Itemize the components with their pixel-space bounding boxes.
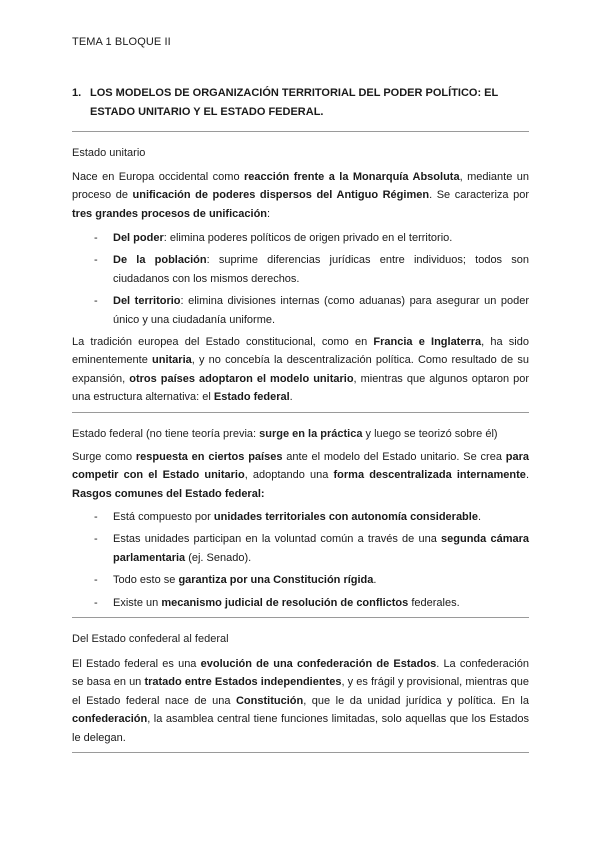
text-run: , la asamblea central tiene funciones limitadas, solo aquellas que los Estados le delegan. (72, 713, 529, 744)
divider (72, 131, 529, 132)
bold-text-run: Estado federal (213, 391, 290, 404)
subtitle-estado-federal (72, 428, 498, 440)
heading-number: 1. (72, 87, 82, 99)
bullet-dash: - (94, 511, 98, 523)
text-run: La tradición europea del Estado constitucional, como en (72, 336, 374, 348)
bold-text-run: evolución de una confederación de Estados (200, 658, 437, 670)
text-run: , y no concebía la descentralización política. Como resultado de su expansión, (72, 354, 529, 385)
text-run: Estas unidades participan en la voluntad común a través de una (113, 533, 442, 546)
bold-text-run: tratado entre Estados independientes (144, 676, 342, 689)
bold-text-run: De la población (113, 254, 207, 267)
text-run: Está compuesto por (113, 511, 214, 523)
bold-text-run: Rasgos comunes del Estado federal: (72, 487, 265, 500)
bold-text-run: Constitución (235, 694, 304, 707)
list-item (94, 229, 529, 247)
list-item (94, 508, 529, 526)
text-run: Todo esto se (113, 574, 179, 587)
bold-text-run: Del poder (113, 232, 164, 244)
page-header: TEMA 1 BLOQUE II (72, 36, 171, 48)
bullet-dash: - (94, 295, 98, 308)
text-run: Surge como (72, 451, 136, 463)
text-run: : elimina divisiones internas (como aduanas) para asegurar un poder único y una ciudadanía uniforme. (113, 295, 530, 326)
text-run: ante el modelo del Estado unitario. Se crea (282, 451, 506, 463)
bullet-dash: - (94, 596, 98, 609)
text-run: . La confederación se basa en un (72, 658, 529, 689)
divider (72, 617, 529, 618)
bold-text-run: Del territorio (113, 295, 181, 308)
text-run: , mientras que algunos optaron por una estructura alternativa: el (72, 372, 530, 404)
text-run: : suprime diferencias jurídicas entre individuos; todos son ciudadanos con los mismos derechos. (113, 254, 529, 285)
bold-text-run: tres grandes procesos de unificación (72, 207, 268, 220)
bold-text-run: confederación (72, 713, 148, 726)
divider (72, 752, 529, 753)
text-run: y luego se teorizó sobre él) (362, 428, 498, 440)
list-item (94, 530, 529, 567)
bold-text-run: surge en la práctica (259, 428, 363, 440)
subtitle-confederal: Del Estado confederal al federal (72, 633, 229, 645)
heading-text: LOS MODELOS DE ORGANIZACIÓN TERRITORIAL DEL PODER POLÍTICO: EL ESTADO UNITARIO Y EL ESTADO FEDERAL. (90, 87, 499, 118)
text-run: , ha sido eminentemente (72, 336, 529, 367)
text-run: , que le da unidad jurídica y política. En la (303, 694, 529, 707)
text-run: . (477, 511, 482, 523)
bold-text-run: respuesta en ciertos países (135, 451, 283, 463)
text-run: : elimina poderes políticos de origen privado en el territorio. (163, 232, 453, 244)
bold-text-run: reacción frente a la Monarquía Absoluta (244, 171, 460, 183)
bullet-dash: - (94, 232, 98, 244)
unitario-process-list (94, 229, 529, 333)
divider (72, 412, 529, 413)
bold-text-run: Francia e Inglaterra (373, 336, 482, 348)
text-run: Nace en Europa occidental como (72, 171, 245, 183)
text-run: . (289, 391, 293, 404)
federal-intro-paragraph (72, 448, 529, 503)
list-item (94, 251, 529, 288)
bold-text-run: garantiza por una Constitución rígida (178, 574, 374, 587)
bold-text-run: unidades territoriales con autonomía considerable (213, 511, 478, 523)
text-run: , y es frágil y provisional, mientras que el Estado federal nace de una (72, 676, 529, 707)
unitario-tradition-paragraph (72, 333, 529, 407)
bold-text-run: forma descentralizada internamente (333, 469, 526, 482)
bold-text-run: unificación de poderes dispersos del Antiguo Régimen (132, 189, 430, 202)
text-run: . (373, 574, 377, 587)
list-item (94, 571, 529, 589)
text-run: . Se caracteriza por (429, 189, 529, 202)
federal-traits-list (94, 508, 529, 616)
bold-text-run: otros países adoptaron el modelo unitario (129, 372, 354, 385)
text-run: federales. (408, 596, 460, 609)
text-run: Existe un (113, 596, 162, 609)
text-run: , adoptando una (244, 469, 334, 482)
bold-text-run: mecanismo judicial de resolución de conflictos (161, 596, 409, 609)
section-heading (72, 84, 532, 121)
text-run: : (267, 207, 271, 220)
text-run: . (525, 469, 529, 482)
text-run: (ej. Senado). (185, 551, 252, 564)
bold-text-run: unitaria (152, 354, 192, 367)
bullet-dash: - (94, 533, 98, 546)
list-item (94, 594, 529, 612)
confederal-paragraph (72, 655, 529, 747)
subtitle-estado-unitario: Estado unitario (72, 147, 146, 159)
bullet-dash: - (94, 574, 98, 587)
list-item (94, 292, 529, 329)
text-run: El Estado federal es una (72, 658, 201, 670)
bullet-dash: - (94, 254, 98, 267)
text-run: , mediante un proceso de (72, 171, 529, 202)
unitario-intro-paragraph (72, 168, 529, 223)
bold-text-run: para competir con el Estado unitario (72, 451, 530, 482)
text-run: Estado federal (no tiene teoría previa: (72, 428, 260, 440)
bold-text-run: segunda cámara parlamentaria (113, 533, 529, 564)
